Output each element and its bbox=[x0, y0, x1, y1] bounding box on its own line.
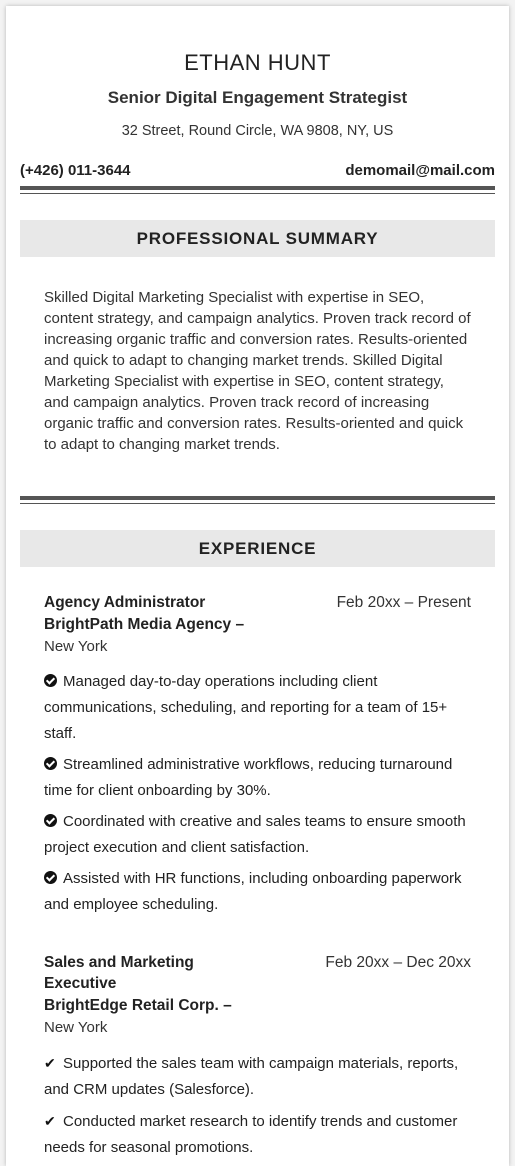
list-item: ✔ Supported the sales team with campaign materials, reports, and CRM updates (Salesforce). bbox=[44, 1050, 471, 1103]
job-bullets bbox=[44, 1050, 471, 1161]
email-address: demomail@mail.com bbox=[345, 162, 495, 179]
candidate-name: ETHAN HUNT bbox=[184, 50, 331, 75]
check-circle-icon bbox=[44, 814, 57, 827]
job-dates: Feb 20xx – Present bbox=[336, 594, 471, 611]
job-bullets bbox=[44, 669, 471, 918]
check-circle-icon bbox=[44, 871, 57, 884]
experience-heading: EXPERIENCE bbox=[20, 530, 495, 567]
job-title: Sales and Marketing Executive bbox=[44, 954, 194, 992]
list-item: ✔ Conducted market research to identify trends and customer needs for seasonal promotions. bbox=[44, 1108, 471, 1161]
phone-number: (+426) 011-3644 bbox=[20, 162, 131, 179]
job-dates: Feb 20xx – Dec 20xx bbox=[325, 954, 471, 971]
check-circle-icon bbox=[44, 674, 57, 687]
summary-divider bbox=[20, 496, 495, 504]
header-divider bbox=[20, 186, 495, 194]
contact-row bbox=[20, 162, 495, 179]
job-location: New York bbox=[44, 1019, 108, 1036]
company-name: BrightPath Media Agency – bbox=[44, 616, 245, 633]
job-title: Agency Administrator bbox=[44, 594, 206, 611]
candidate-address: 32 Street, Round Circle, WA 9808, NY, US bbox=[121, 123, 394, 139]
summary-text: Skilled Digital Marketing Specialist with expertise in SEO, content strategy, and campaign analytics. Proven track record of increasing organic traffic and conversion rates. Results-oriented and quick to adapt to changing market trends. Skilled Digital Marketing Specialist with expertise in SEO, content strategy, and campaign analytics. Proven track record of increasing organic traffic and conversion rates. Results-oriented and quick to adapt to changing market trends. bbox=[44, 289, 471, 453]
summary-heading: PROFESSIONAL SUMMARY bbox=[20, 220, 495, 257]
check-circle-icon bbox=[44, 757, 57, 770]
company-name: BrightEdge Retail Corp. – bbox=[44, 997, 232, 1014]
candidate-title: Senior Digital Engagement Strategist bbox=[107, 88, 408, 107]
resume-page bbox=[6, 6, 509, 1166]
double-check-icon: ✔ bbox=[44, 1113, 56, 1129]
job-entry bbox=[44, 952, 471, 1166]
job-entry bbox=[44, 592, 471, 923]
list-item: Coordinated with creative and sales teams to ensure smooth project execution and client satisfaction. bbox=[44, 813, 466, 856]
list-item: Streamlined administrative workflows, reducing turnaround time for client onboarding by 30%. bbox=[44, 756, 453, 799]
list-item: Managed day-to-day operations including client communications, scheduling, and reporting for a team of 15+ staff. bbox=[44, 673, 448, 742]
double-check-icon: ✔ bbox=[44, 1055, 56, 1071]
job-location: New York bbox=[44, 638, 108, 655]
list-item: Assisted with HR functions, including onboarding paperwork and employee scheduling. bbox=[44, 870, 462, 913]
